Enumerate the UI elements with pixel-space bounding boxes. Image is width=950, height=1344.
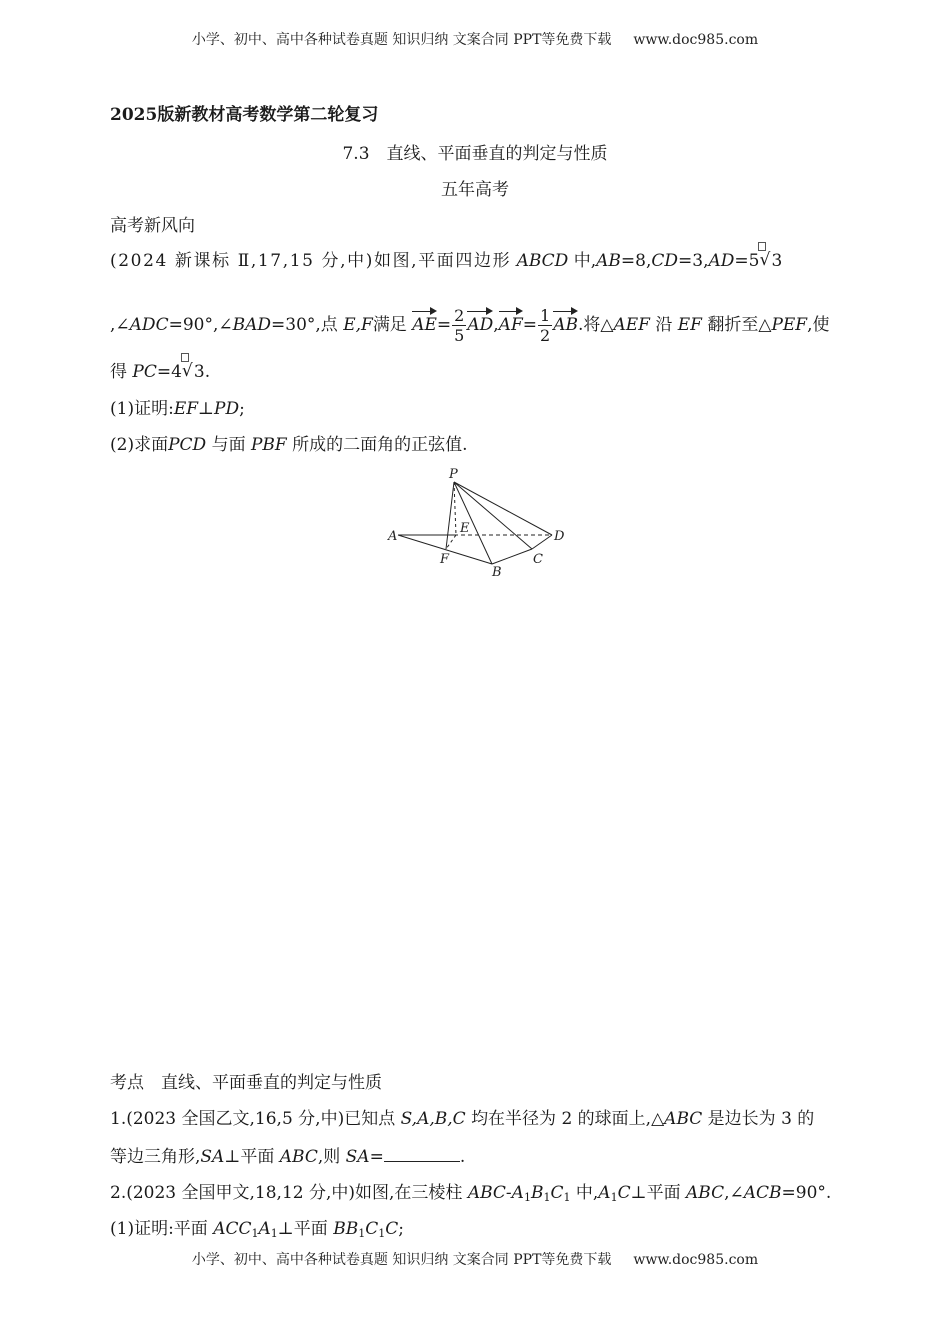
problem-2-question-1: (1)证明:平面 $ACC_1A_1\perp$平面 $BB_1C_1C$; (110, 1219, 404, 1240)
part-label: 高考新风向 (110, 216, 195, 236)
problem-2-line-1: 2.(2023 全国甲文,18,12 分,中)如图,在三棱柱 ABC-$A_1B_1C_1$ 中$,A_1C\perp$平面 ABC,∠ACB=90°. (110, 1183, 832, 1204)
footer-text: 小学、初中、高中各种试卷真题 知识归纳 文案合同 PPT等免费下载 (191, 1252, 612, 1268)
fraction-2-5: $\frac{2}{5}$ (454, 306, 465, 345)
label-F: F (440, 552, 450, 567)
label-A: A (388, 529, 398, 544)
edge-PF (446, 482, 454, 549)
label-B: B (492, 565, 502, 580)
sqrt-symbol: √ 3 (759, 250, 782, 272)
edge-BC (492, 549, 532, 564)
header-url[interactable]: www.doc985.com (633, 32, 759, 48)
vector-ad: AD (467, 315, 494, 335)
problem-2024-line-2: ,∠ADC=90°,∠BAD=30°,点 E,F满足 AE= $\frac{2}{5}$ AD,AF= $\frac{1}{2}$ AB.将△AEF 沿 EF 翻折至△PEF,使 (110, 306, 830, 345)
subsection-title: 五年高考 (441, 180, 509, 200)
problem-2024-line-1: (2024 新课标 Ⅱ,17,15 分,中)如图,平面四边形 ABCD 中,AB=8,CD=3,AD=5 √ 3 (110, 250, 842, 272)
problem-2024-line-3: 得 PC=4 √ 3. (110, 361, 842, 383)
edge-CD (532, 535, 552, 549)
kaodian-title: 考点 直线、平面垂直的判定与性质 (110, 1073, 382, 1093)
document-title: 2025版新教材高考数学第二轮复习 (110, 105, 379, 125)
section-title: 7.3 直线、平面垂直的判定与性质 (342, 144, 608, 164)
vector-ab: AB (553, 315, 578, 335)
geometry-figure (380, 462, 580, 582)
edge-PE (454, 482, 456, 535)
fraction-1-2: $\frac{1}{2}$ (540, 306, 551, 345)
header-text: 小学、初中、高中各种试卷真题 知识归纳 文案合同 PPT等免费下载 (191, 32, 612, 48)
problem-2024-question-2: (2)求面PCD 与面 PBF 所成的二面角的正弦值. (110, 435, 468, 455)
problem-2024-question-1: (1)证明:EF⊥PD; (110, 399, 245, 419)
edge-PC (454, 482, 532, 549)
problem-1-line-2: 等边三角形,SA⊥平面 ABC,则 SA= . (110, 1147, 466, 1167)
label-C: C (533, 552, 543, 567)
vector-af: AF (498, 315, 523, 335)
footer-url[interactable]: www.doc985.com (633, 1252, 759, 1268)
label-E: E (460, 521, 470, 536)
label-P: P (449, 467, 458, 482)
page-footer (0, 1249, 950, 1269)
page-header (0, 29, 950, 49)
vector-ae: AE (412, 315, 437, 335)
problem-1-line-1: 1.(2023 全国乙文,16,5 分,中)已知点 S,A,B,C 均在半径为 2 的球面上,△ABC 是边长为 3 的 (110, 1109, 815, 1129)
answer-blank[interactable] (384, 1145, 460, 1162)
label-D: D (554, 529, 565, 544)
